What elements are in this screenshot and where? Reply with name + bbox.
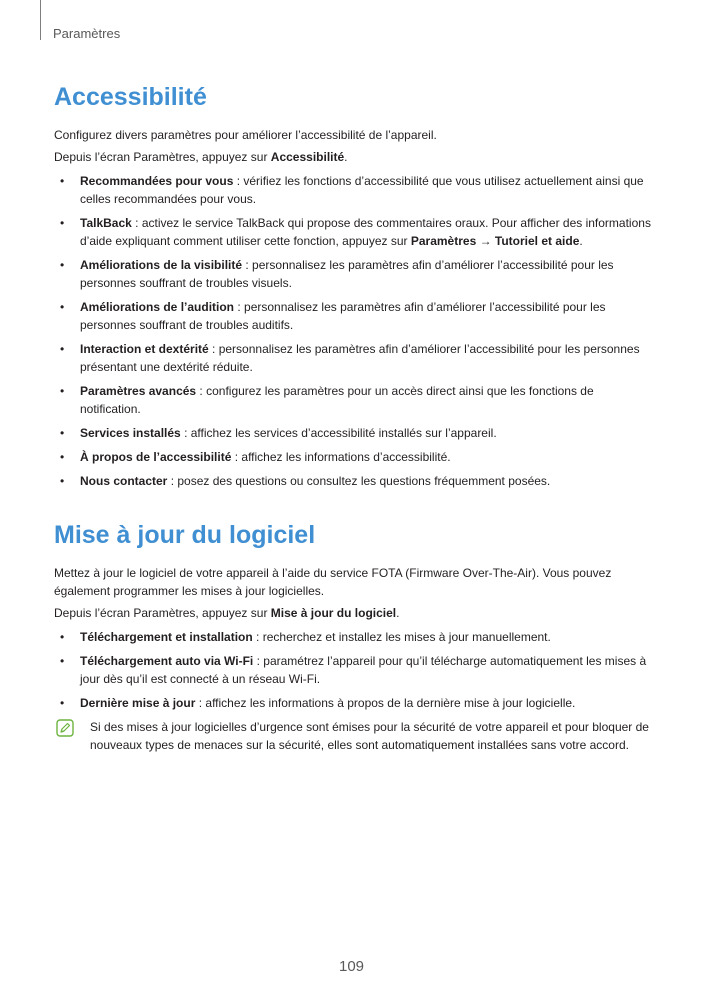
item-extra-bold: Paramètres → Tutoriel et aide [410, 234, 580, 248]
section-title-software-update: Mise à jour du logiciel [54, 521, 316, 549]
item-desc: : posez des questions ou consultez les questions fréquemment posées. [167, 474, 551, 488]
path-suffix: . [344, 150, 348, 164]
item-desc: : paramétrez l’appareil pour qu’il télécharge automatiquement les mises à jour dès qu’il est connecté à un réseau Wi-Fi. [80, 654, 647, 686]
bullet-icon: • [60, 426, 65, 440]
item-term: Recommandées pour vous [80, 174, 234, 188]
item-term: Téléchargement et installation [80, 630, 253, 644]
path-bold: Mise à jour du logiciel [270, 606, 397, 620]
bullet-icon: • [60, 474, 65, 488]
list-item [54, 628, 654, 646]
path-suffix: . [396, 606, 400, 620]
path-bold: Accessibilité [270, 150, 345, 164]
item-term: À propos de l’accessibilité [80, 450, 232, 464]
bullet-icon: • [60, 384, 65, 398]
list-item [54, 694, 654, 712]
note-text: Si des mises à jour logicielles d’urgence sont émises pour la sécurité de votre appareil et pour bloquer de nouveaux types de menaces sur la sécurité, elles sont automatiquement installées sans votre accord. [90, 720, 649, 752]
bullet-icon: • [60, 342, 65, 356]
item-desc: : activez le service TalkBack qui propose des commentaires oraux. Pour afficher des informations d’aide expliquant comment utiliser cette fonction, appuyez sur [80, 216, 651, 248]
software-update-intro: Mettez à jour le logiciel de votre appareil à l’aide du service FOTA (Firmware Over-The-Air). Vous pouvez également programmer les mises à jour logicielles. [54, 566, 612, 598]
item-term: Paramètres avancés [80, 384, 197, 398]
item-extra-suffix: . [579, 234, 583, 248]
list-item [54, 298, 654, 334]
path-prefix: Depuis l’écran Paramètres, appuyez sur [54, 606, 271, 620]
item-desc: : vérifiez les fonctions d’accessibilité que vous utilisez actuellement ainsi que celles recommandées pour vous. [80, 174, 644, 206]
bullet-icon: • [60, 174, 65, 188]
bullet-icon: • [60, 450, 65, 464]
bullet-icon: • [60, 696, 65, 710]
list-item [54, 340, 654, 376]
item-term: TalkBack [80, 216, 132, 230]
bullet-icon: • [60, 258, 65, 272]
accessibility-path [54, 148, 654, 166]
bullet-icon: • [60, 300, 65, 314]
list-item [54, 382, 654, 418]
page-number: 109 [338, 958, 365, 975]
section-software-update [54, 518, 654, 754]
item-term: Améliorations de la visibilité [80, 258, 243, 272]
list-item [54, 652, 654, 688]
path-prefix: Depuis l’écran Paramètres, appuyez sur [54, 150, 271, 164]
note-pencil-icon [56, 719, 74, 737]
list-item [54, 424, 654, 442]
item-desc: : personnalisez les paramètres afin d’améliorer l’accessibilité pour les personnes présentant une dextérité réduite. [80, 342, 640, 374]
item-term: Interaction et dextérité [80, 342, 209, 356]
accessibility-intro: Configurez divers paramètres pour améliorer l’accessibilité de l’appareil. [54, 128, 437, 142]
bullet-icon: • [60, 216, 65, 230]
item-desc: : configurez les paramètres pour un accès direct ainsi que les fonctions de notification. [80, 384, 594, 416]
list-item [54, 448, 654, 466]
section-title-accessibility: Accessibilité [54, 83, 207, 111]
software-update-path [54, 604, 654, 622]
bullet-icon: • [60, 654, 65, 668]
corner-rule [40, 0, 41, 40]
bullet-icon: • [60, 630, 65, 644]
item-term: Dernière mise à jour [80, 696, 196, 710]
page-content [54, 80, 654, 754]
list-item [54, 256, 654, 292]
accessibility-options-list [54, 172, 654, 490]
item-term: Nous contacter [80, 474, 168, 488]
item-term: Améliorations de l’audition [80, 300, 235, 314]
item-desc: : affichez les services d’accessibilité installés sur l’appareil. [180, 426, 497, 440]
section-accessibility [54, 80, 654, 490]
item-desc: : personnalisez les paramètres afin d’améliorer l’accessibilité pour les personnes souffrant de troubles auditifs. [80, 300, 606, 332]
note-box [54, 718, 654, 754]
item-term: Téléchargement auto via Wi-Fi [80, 654, 254, 668]
running-title: Paramètres [53, 26, 121, 41]
item-desc: : personnalisez les paramètres afin d’améliorer l’accessibilité pour les personnes souffrant de troubles visuels. [80, 258, 614, 290]
list-item [54, 172, 654, 208]
item-term: Services installés [80, 426, 181, 440]
list-item [54, 472, 654, 490]
item-desc: : affichez les informations d’accessibilité. [231, 450, 451, 464]
item-desc: : affichez les informations à propos de la dernière mise à jour logicielle. [195, 696, 576, 710]
item-desc: : recherchez et installez les mises à jour manuellement. [252, 630, 551, 644]
list-item [54, 214, 654, 250]
software-update-options-list [54, 628, 654, 712]
